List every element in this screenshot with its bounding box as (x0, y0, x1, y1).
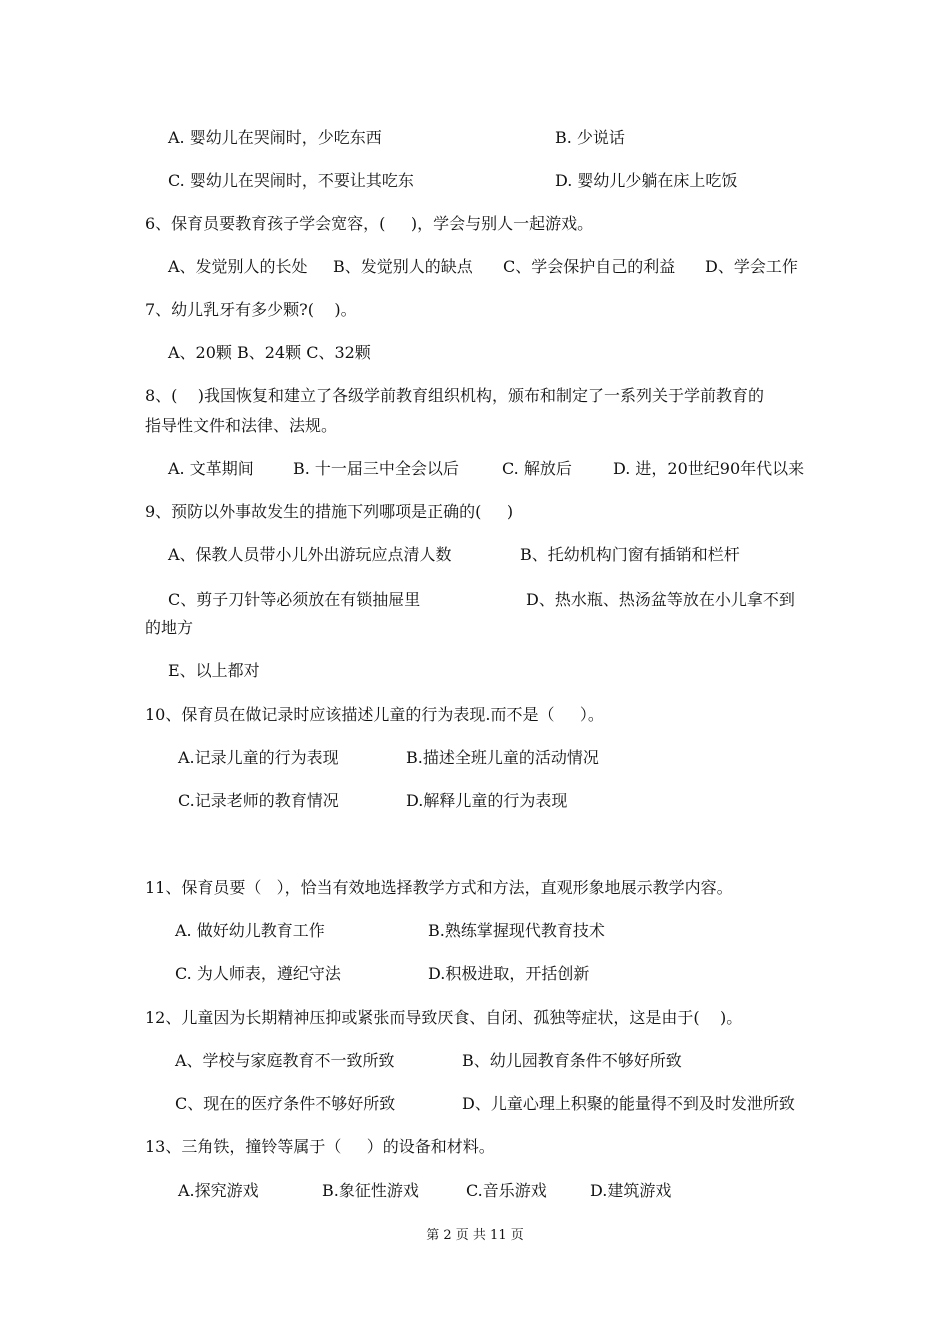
q5-option-c: C. 婴幼儿在哭闹时，不要让其吃东 (168, 171, 414, 190)
q13-option-d: D.建筑游戏 (590, 1181, 672, 1200)
q6-stem: 6、保育员要教育孩子学会宽容，( )，学会与别人一起游戏。 (145, 214, 594, 233)
q8-option-a: A. 文革期间 (168, 459, 254, 478)
q12-option-b: B、幼儿园教育条件不够好所致 (462, 1051, 682, 1070)
q11-option-d: D.积极进取，开括创新 (428, 964, 590, 983)
q8-stem-line2: 指导性文件和法律、法规。 (145, 416, 338, 435)
q10-option-a: A.记录儿童的行为表现 (178, 748, 339, 767)
q9-option-b: B、托幼机构门窗有插销和栏杆 (520, 545, 740, 564)
q5-option-d: D. 婴幼儿少躺在床上吃饭 (555, 171, 738, 190)
q13-stem: 13、三角铁，撞铃等属于（ ）的设备和材料。 (145, 1137, 495, 1156)
q13-option-a: A.探究游戏 (178, 1181, 259, 1200)
q10-option-c: C.记录老师的教育情况 (178, 791, 339, 810)
q7-options: A、20颗 B、24颗 C、32颗 (168, 343, 371, 362)
q9-option-a: A、保教人员带小儿外出游玩应点清人数 (168, 545, 452, 564)
q11-option-a: A. 做好幼儿教育工作 (175, 921, 325, 940)
q9-stem: 9、预防以外事故发生的措施下列哪项是正确的( ) (145, 502, 514, 521)
q13-option-c: C.音乐游戏 (466, 1181, 547, 1200)
q9-option-c: C、剪子刀针等必须放在有锁抽屉里 (168, 590, 421, 609)
q9-option-d: D、热水瓶、热汤盆等放在小儿拿不到 (526, 590, 795, 609)
q11-option-b: B.熟练掌握现代教育技术 (428, 921, 605, 940)
q9-option-e: E、以上都对 (168, 661, 260, 680)
q7-stem: 7、幼儿乳牙有多少颗?( )。 (145, 300, 357, 319)
q5-option-a: A. 婴幼儿在哭闹时，少吃东西 (168, 128, 382, 147)
page-footer-number: 第 2 页 共 11 页 (426, 1228, 524, 1243)
q10-stem: 10、保育员在做记录时应该描述儿童的行为表现.而不是（ ）。 (145, 705, 604, 724)
q11-stem: 11、保育员要（ ），恰当有效地选择教学方式和方法，直观形象地展示教学内容。 (145, 878, 733, 897)
q12-option-d: D、儿童心理上积聚的能量得不到及时发泄所致 (462, 1094, 795, 1113)
q9-option-d-continued: 的地方 (145, 618, 194, 637)
q8-option-b: B. 十一届三中全会以后 (293, 459, 459, 478)
q10-option-d: D.解释儿童的行为表现 (406, 791, 568, 810)
q8-option-c: C. 解放后 (502, 459, 572, 478)
q6-option-d: D、学会工作 (705, 257, 798, 276)
q13-option-b: B.象征性游戏 (322, 1181, 419, 1200)
q6-option-b: B、发觉别人的缺点 (333, 257, 473, 276)
q5-option-b: B. 少说话 (555, 128, 625, 147)
q11-option-c: C. 为人师表，遵纪守法 (175, 964, 341, 983)
q6-option-c: C、学会保护自己的利益 (503, 257, 676, 276)
q8-stem-line1: 8、( )我国恢复和建立了各级学前教育组织机构，颁布和制定了一系列关于学前教育的 (145, 386, 765, 405)
q12-stem: 12、儿童因为长期精神压抑或紧张而导致厌食、自闭、孤独等症状，这是由于( )。 (145, 1008, 743, 1027)
q6-option-a: A、发觉别人的长处 (168, 257, 308, 276)
q10-option-b: B.描述全班儿童的活动情况 (406, 748, 599, 767)
q8-option-d: D. 进，20世纪90年代以来 (613, 459, 805, 478)
q12-option-c: C、现在的医疗条件不够好所致 (175, 1094, 396, 1113)
q12-option-a: A、学校与家庭教育不一致所致 (175, 1051, 395, 1070)
